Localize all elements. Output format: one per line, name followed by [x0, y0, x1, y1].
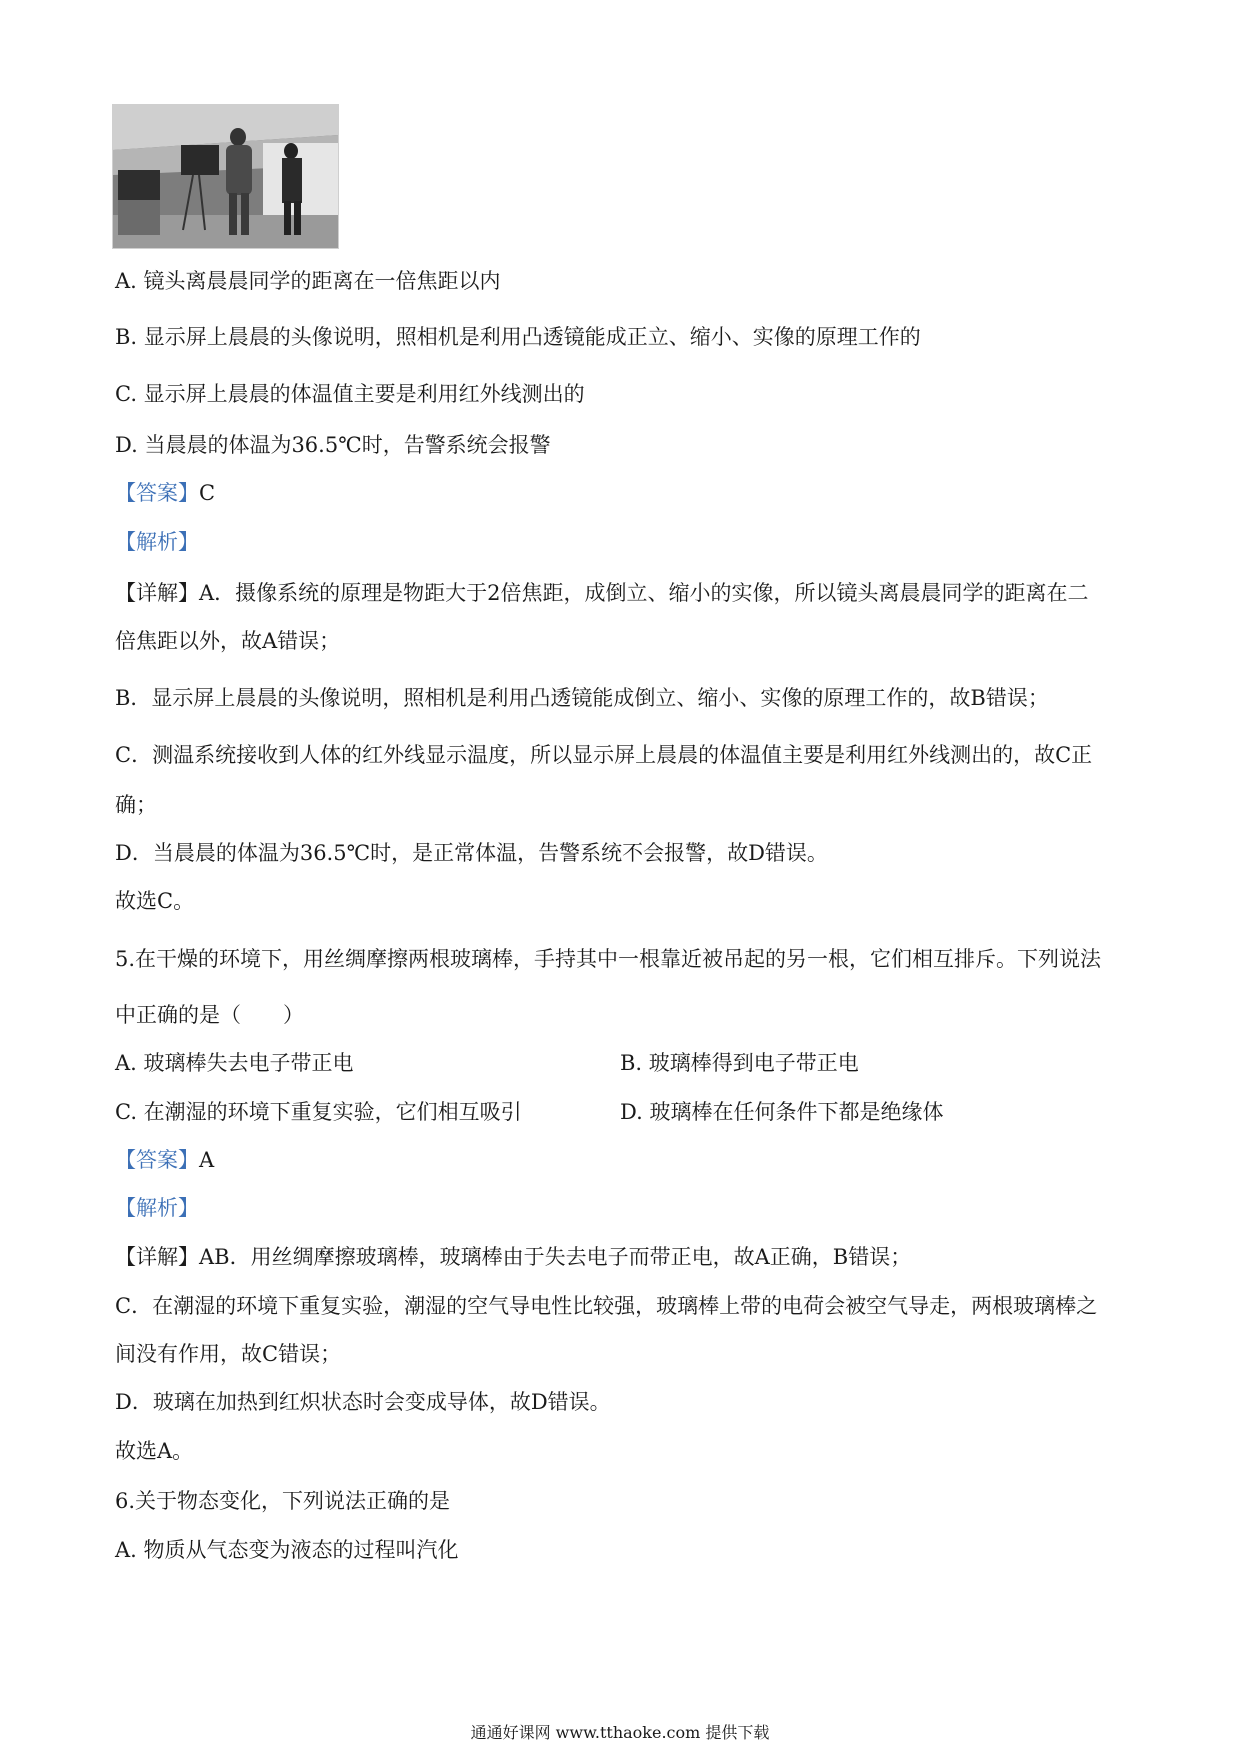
photo-illustration	[113, 105, 338, 248]
q6-stem: 6.关于物态变化，下列说法正确的是	[115, 1489, 451, 1513]
answer-tag: 【答案】	[115, 1148, 199, 1172]
q4-option-b: B. 显示屏上晨晨的头像说明，照相机是利用凸透镜能成正立、缩小、实像的原理工作的	[115, 325, 921, 349]
q5-detail-d: D．玻璃在加热到红炽状态时会变成导体，故D错误。	[115, 1390, 611, 1414]
q4-detail-c-line1: C．测温系统接收到人体的红外线显示温度，所以显示屏上晨晨的体温值主要是利用红外线测出的，故C正	[115, 743, 1093, 767]
q5-answer	[115, 1145, 214, 1175]
detail-text: AB．用丝绸摩擦玻璃棒，玻璃棒由于失去电子而带正电，故A正确，B错误；	[199, 1245, 912, 1269]
q4-detail-b: B．显示屏上晨晨的头像说明，照相机是利用凸透镜能成倒立、缩小、实像的原理工作的，故B错误；	[115, 686, 1049, 710]
detail-tag: 【详解】	[115, 1245, 199, 1269]
q4-answer	[115, 478, 215, 508]
q4-detail-a-line1	[115, 578, 1089, 608]
q4-option-c: C. 显示屏上晨晨的体温值主要是利用红外线测出的	[115, 382, 585, 406]
q5-detail-c-line2: 间没有作用，故C错误；	[115, 1342, 342, 1366]
q4-detail-d: D．当晨晨的体温为36.5℃时，是正常体温，告警系统不会报警，故D错误。	[115, 841, 828, 865]
answer-value: A	[199, 1148, 215, 1172]
q5-option-c: C. 在潮湿的环境下重复实验，它们相互吸引	[115, 1100, 522, 1124]
detail-tag: 【详解】	[115, 581, 199, 605]
q4-option-d: D. 当晨晨的体温为36.5℃时，告警系统会报警	[115, 433, 551, 457]
q5-option-d: D. 玻璃棒在任何条件下都是绝缘体	[620, 1100, 944, 1124]
q4-detail-a-line2: 倍焦距以外，故A错误；	[115, 629, 341, 653]
q6-option-a: A. 物质从气态变为液态的过程叫汽化	[115, 1538, 459, 1562]
q5-conclusion: 故选A。	[115, 1439, 194, 1463]
q5-detail-c-line1: C．在潮湿的环境下重复实验，潮湿的空气导电性比较强，玻璃棒上带的电荷会被空气导走，两根玻璃棒之	[115, 1294, 1098, 1318]
answer-tag: 【答案】	[115, 481, 199, 505]
q5-detail-ab	[115, 1242, 911, 1272]
answer-value: C	[199, 481, 216, 505]
q5-stem-line2: 中正确的是（ ）	[115, 1003, 304, 1027]
q5-option-b: B. 玻璃棒得到电子带正电	[620, 1051, 859, 1075]
q5-stem-line1: 5.在干燥的环境下，用丝绸摩擦两根玻璃棒，手持其中一根靠近被吊起的另一根，它们相互排斥。下列说法	[115, 947, 1102, 971]
q4-detail-c-line2: 确；	[115, 793, 157, 817]
detail-text: A．摄像系统的原理是物距大于2倍焦距，成倒立、缩小的实像，所以镜头离晨晨同学的距离在二	[199, 581, 1089, 605]
temperature-screening-photo	[112, 104, 339, 249]
q5-analysis-tag: 【解析】	[115, 1196, 199, 1220]
page-footer: 通通好课网 www.tthaoke.com 提供下载	[470, 1723, 770, 1742]
q4-option-a: A. 镜头离晨晨同学的距离在一倍焦距以内	[115, 269, 501, 293]
q5-option-a: A. 玻璃棒失去电子带正电	[115, 1051, 354, 1075]
q4-analysis-tag: 【解析】	[115, 530, 199, 554]
q4-conclusion: 故选C。	[115, 889, 195, 913]
